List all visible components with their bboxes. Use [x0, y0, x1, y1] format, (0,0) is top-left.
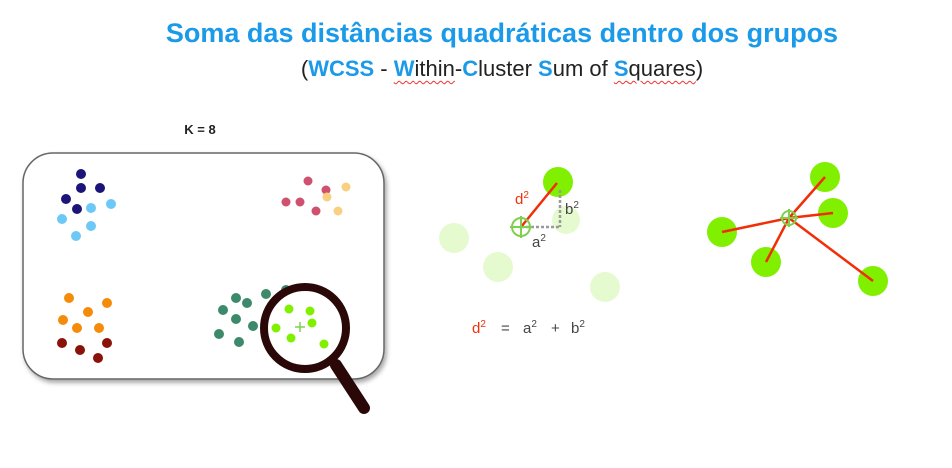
- point-navy: [76, 183, 86, 193]
- point-light-blue: [71, 231, 81, 241]
- point-light-blue: [86, 221, 96, 231]
- formula-equals: =: [501, 320, 510, 337]
- point-teal: [214, 329, 224, 339]
- formula-b: $b^2$: [571, 319, 585, 337]
- point-teal: [261, 289, 271, 299]
- point-dark-red: [102, 338, 112, 348]
- point-green: [285, 305, 294, 314]
- point-teal: [248, 321, 258, 331]
- page-title: Soma das distâncias quadráticas dentro dos grupos: [165, 18, 839, 48]
- subtitle-ithin: ithin: [414, 56, 455, 81]
- point-pink: [304, 177, 313, 186]
- point-green: [287, 334, 296, 343]
- distance-example: [439, 167, 620, 302]
- point-pink: [312, 207, 321, 216]
- point-navy: [61, 194, 71, 204]
- point-teal: [231, 314, 241, 324]
- point-dark-red: [75, 345, 85, 355]
- point-green: [308, 319, 317, 328]
- point-navy: [76, 169, 86, 179]
- subtitle-w-letter: W: [393, 56, 415, 81]
- subtitle-quares: quares: [628, 56, 696, 81]
- k-label: K = 8: [184, 122, 216, 137]
- point-yellow: [342, 183, 351, 192]
- subtitle-open-paren: (: [300, 56, 309, 81]
- point-yellow: [334, 207, 343, 216]
- subtitle-s-letter-2: S: [613, 56, 629, 81]
- point-orange: [58, 315, 68, 325]
- subtitle-hyphen: -: [454, 56, 463, 81]
- point-yellow: [323, 193, 332, 202]
- faded-point: [590, 272, 620, 302]
- point-pink: [296, 198, 305, 207]
- point-light-blue: [106, 199, 116, 209]
- point-teal: [234, 337, 244, 347]
- point-navy: [95, 183, 105, 193]
- faded-point: [439, 223, 469, 253]
- point-orange: [72, 323, 82, 333]
- point-orange: [64, 293, 74, 303]
- point-teal: [242, 298, 252, 308]
- formula-d: $d^2$: [472, 319, 486, 337]
- point-green: [272, 324, 281, 333]
- point-pink: [282, 198, 291, 207]
- point-light-blue: [57, 214, 67, 224]
- b-label: $b^2$: [565, 200, 579, 218]
- point-orange: [102, 298, 112, 308]
- highlighted-point: [543, 167, 573, 197]
- point-teal: [231, 293, 241, 303]
- point-dark-red: [57, 338, 67, 348]
- wcss-cluster-example: [707, 162, 888, 296]
- point-dark-red: [93, 353, 103, 363]
- faded-point: [483, 252, 513, 282]
- subtitle-dash: -: [374, 56, 394, 81]
- a-label: $a^2$: [532, 233, 546, 251]
- subtitle-wcss: WCSS: [308, 56, 375, 81]
- formula-a: $a^2$: [523, 319, 537, 337]
- subtitle-close-paren: ): [695, 56, 704, 81]
- point-orange: [83, 307, 93, 317]
- point-green: [306, 307, 315, 316]
- subtitle-luster: luster: [478, 56, 539, 81]
- subtitle-um-of: um of: [552, 56, 614, 81]
- formula-plus: +: [551, 320, 560, 337]
- point-orange: [94, 323, 104, 333]
- point-green: [320, 340, 329, 349]
- point-light-blue: [86, 203, 96, 213]
- distance-formula: [472, 319, 585, 337]
- point-teal: [218, 305, 228, 315]
- d-label: $d^2$: [515, 190, 529, 208]
- subtitle-c-letter: C: [462, 56, 479, 81]
- point-navy: [72, 204, 82, 214]
- subtitle-s-letter-1: S: [538, 56, 553, 81]
